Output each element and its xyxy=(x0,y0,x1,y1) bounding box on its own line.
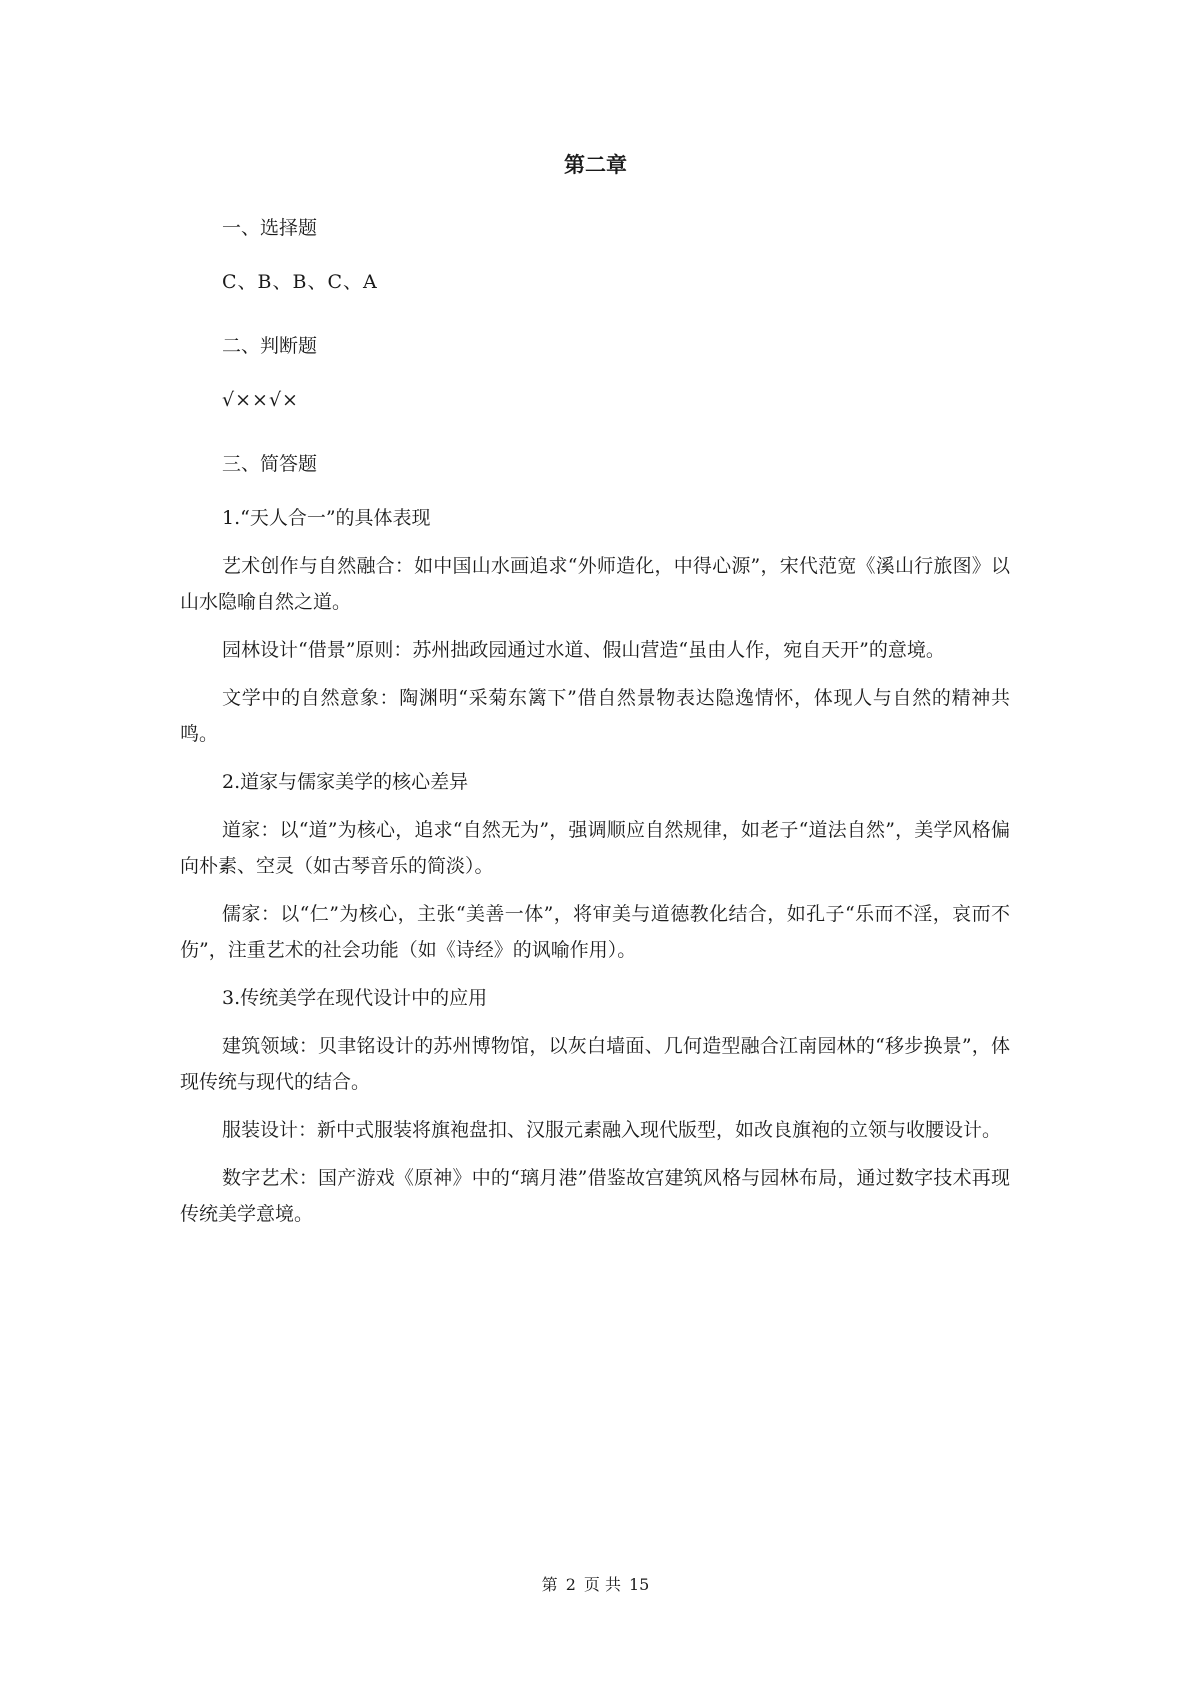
question-1-paragraph-2: 园林设计“借景”原则：苏州拙政园通过水道、假山营造“虽由人作，宛自天开”的意境。 xyxy=(222,639,945,661)
question-3-paragraph-3: 数字艺术：国产游戏《原神》中的“璃月港”借鉴故宫建筑风格与园林布局，通过数字技术再现传统美学意境。 xyxy=(180,1167,1010,1225)
footer-middle: 页 共 xyxy=(583,1575,621,1594)
question-3-paragraph-1: 建筑领域：贝聿铭设计的苏州博物馆，以灰白墙面、几何造型融合江南园林的“移步换景”，体现传统与现代的结合。 xyxy=(180,1035,1010,1093)
chapter-title: 第二章 xyxy=(564,153,627,177)
question-1-paragraph-3: 文学中的自然意象：陶渊明“采菊东篱下”借自然景物表达隐逸情怀，体现人与自然的精神共鸣。 xyxy=(180,687,1010,745)
question-1-title: 1.“天人合一”的具体表现 xyxy=(222,507,431,529)
question-3-paragraph-2: 服装设计：新中式服装将旗袍盘扣、汉服元素融入现代版型，如改良旗袍的立领与收腰设计。 xyxy=(222,1119,1002,1141)
choice-answers: C、B、B、C、A xyxy=(222,271,378,293)
question-2-title: 2.道家与儒家美学的核心差异 xyxy=(222,771,469,793)
section-heading-choice: 一、选择题 xyxy=(222,217,318,239)
document-body xyxy=(180,210,1010,1244)
footer-prefix: 第 xyxy=(541,1575,558,1594)
question-2-paragraph-2: 儒家：以“仁”为核心，主张“美善一体”，将审美与道德教化结合，如孔子“乐而不淫，哀而不伤”，注重艺术的社会功能（如《诗经》的讽喻作用）。 xyxy=(180,903,1010,961)
question-2-paragraph-1: 道家：以“道”为核心，追求“自然无为”，强调顺应自然规律，如老子“道法自然”，美学风格偏向朴素、空灵（如古琴音乐的简淡）。 xyxy=(180,819,1010,877)
judge-answers: √××√× xyxy=(222,389,299,411)
question-3-title: 3.传统美学在现代设计中的应用 xyxy=(222,987,488,1009)
page-footer xyxy=(0,1574,1191,1596)
footer-total-pages: 15 xyxy=(628,1575,650,1594)
section-heading-judge: 二、判断题 xyxy=(222,335,318,357)
footer-page-number: 2 xyxy=(565,1575,576,1594)
section-heading-short: 三、简答题 xyxy=(222,453,318,475)
question-1-paragraph-1: 艺术创作与自然融合：如中国山水画追求“外师造化，中得心源”，宋代范宽《溪山行旅图》以山水隐喻自然之道。 xyxy=(180,555,1010,613)
